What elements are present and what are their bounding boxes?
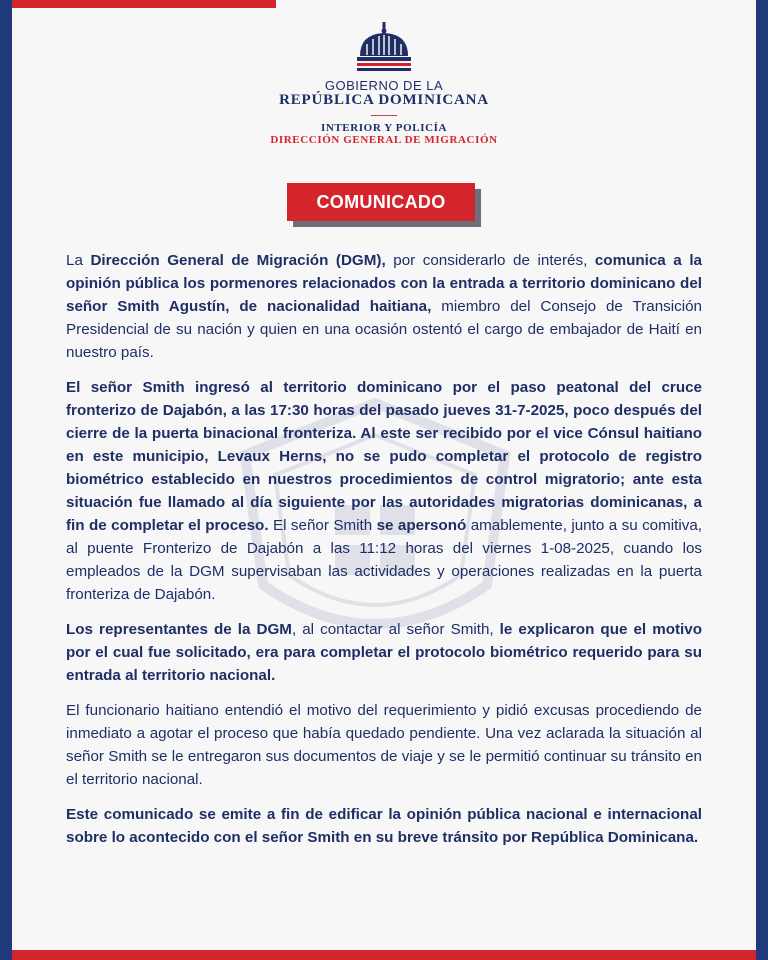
government-line-1: GOBIERNO DE LA — [324, 78, 444, 93]
directorate-name: DIRECCIÓN GENERAL DE MIGRACIÓN — [270, 134, 498, 146]
paragraph-4 — [66, 699, 702, 791]
paragraph-5 — [66, 803, 702, 849]
text-segment-bold: se apersonó — [376, 517, 467, 534]
top-accent-bar — [12, 0, 276, 8]
paragraph-1 — [66, 249, 702, 364]
bottom-accent-bar — [12, 950, 756, 960]
header-divider — [371, 115, 397, 116]
text-segment-bold: Dirección General de Migración (DGM), — [90, 252, 386, 269]
text-segment: miembro del Consejo de Transición Presidencial de su nación y quien en una ocasión ostentó el cargo de embajador de Haití en nuestro país. — [66, 298, 702, 361]
badge-label: COMUNICADO — [287, 183, 475, 221]
text-segment: , al contactar al señor Smith, — [291, 621, 500, 638]
text-segment: amablemente, junto a su comitiva, al puente Fronterizo de Dajabón a las 11:12 horas del viernes 1-08-2025, cuando los empleados de la DGM supervisaban las actividades y operaciones realizadas en la puerta fronteriza de Dajabón. — [66, 517, 702, 603]
paragraph-2 — [66, 376, 702, 606]
text-segment-bold: Este comunicado se emite a fin de edificar la opinión pública nacional e internacional sobre lo acontecido con el señor Smith en su breve tránsito por República Dominicana. — [66, 806, 702, 846]
text-segment-bold: le explicaron que el motivo por el cual fue solicitado, era para completar el protocolo biométrico requerido para su entrada al territorio nacional. — [66, 621, 702, 684]
text-segment: por considerarlo de interés, — [385, 252, 595, 269]
text-segment: El señor Smith — [268, 517, 377, 534]
text-segment: La — [66, 252, 91, 269]
letterhead — [0, 22, 768, 146]
statement-body — [66, 249, 702, 861]
text-segment-bold: El señor Smith ingresó al territorio dominicano por el paso peatonal del cruce fronterizo de Dajabón, a las 17:30 horas del pasado jueves 31-7-2025, poco después del cierre de la puerta binacional fronteriza. Al este ser recibido por el vice Cónsul haitiano en este municipio, Levaux Herns, no se pudo completar el protocolo de registro biométrico establecido en nuestros procedimientos de control migratorio; ante esta situación fue llamado al día siguiente por las autoridades migratorias dominicanas, a fin de completar el proceso. — [66, 379, 702, 534]
text-segment: El funcionario haitiano entendió el motivo del requerimiento y pidió excusas procediendo de inmediato a agotar el proceso que había quedado pendiente. Una vez aclarada la situación al señor Smith se le entregaron sus documentos de viaje y se le permitió continuar su tránsito en el territorio nacional. — [66, 702, 702, 788]
text-segment-bold: Los representantes de la DGM — [66, 621, 292, 638]
government-line-2: REPÚBLICA DOMINICANA — [279, 92, 489, 108]
palace-dome-icon — [354, 22, 414, 76]
ministry-name: INTERIOR Y POLICÍA — [320, 122, 448, 134]
paragraph-3 — [66, 618, 702, 687]
text-segment-bold: comunica a la opinión pública los pormenores relacionados con la entrada a territorio dominicano del señor Smith Agustín, de nacionalidad haitiana, — [66, 252, 702, 315]
comunicado-badge — [287, 183, 477, 223]
